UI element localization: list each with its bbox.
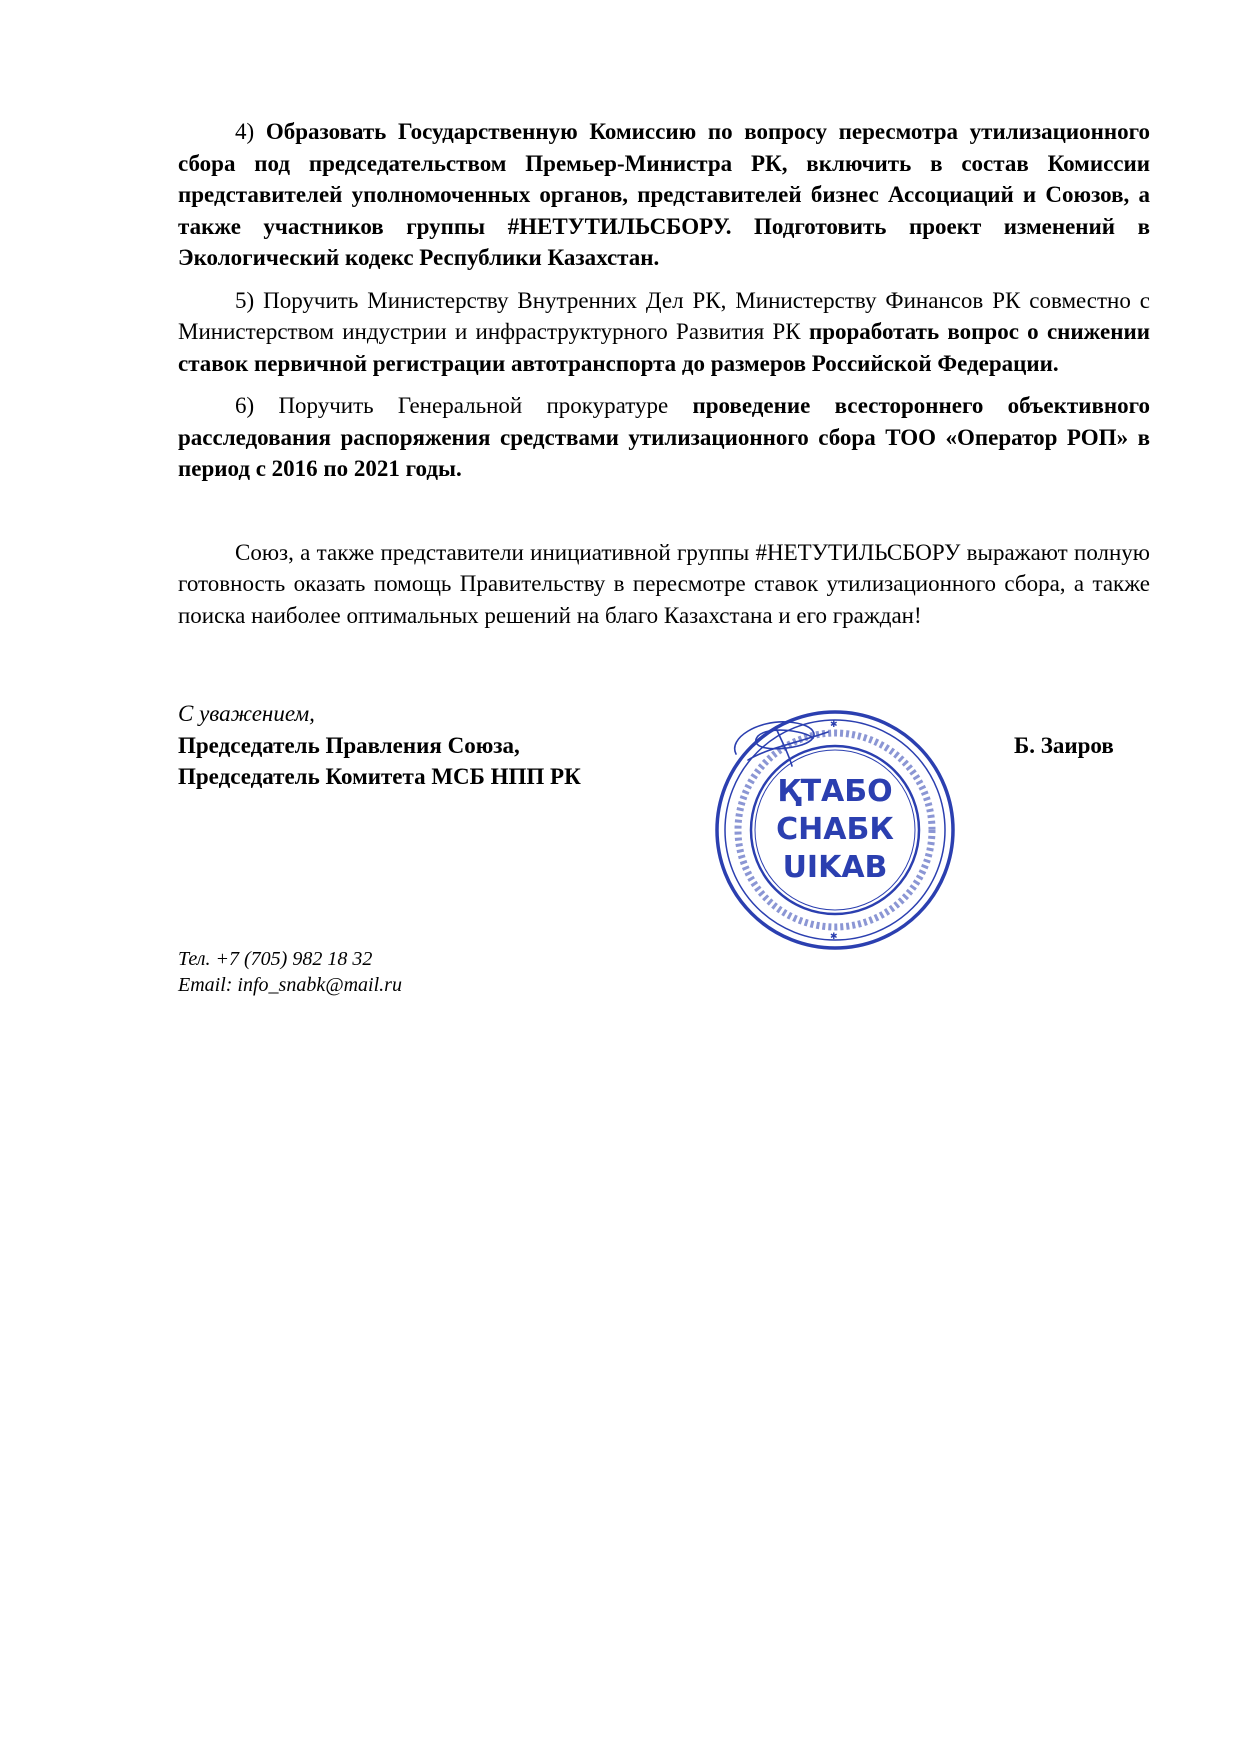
- greeting: С уважением,: [178, 701, 315, 726]
- stamp-line-1: ҚТАБО: [777, 774, 893, 809]
- signer-position-2: Председатель Комитета МСБ НПП РК: [178, 764, 581, 789]
- signer-position-1: Председатель Правления Союза,: [178, 732, 520, 758]
- signer-name: Б. Заиров: [1014, 733, 1114, 758]
- contact-email: Email: info_snabk@mail.ru: [178, 974, 402, 996]
- item-number: 5): [235, 287, 255, 313]
- stamp-line-2: СНАБК: [776, 812, 894, 847]
- contact-phone: Тел. +7 (705) 982 18 32: [178, 948, 373, 970]
- item-text: Поручить Генеральной прокуратуре: [278, 393, 669, 418]
- svg-text:✱: ✱: [830, 932, 838, 942]
- item-number: 6): [235, 393, 255, 418]
- item-4: [178, 116, 1150, 274]
- signature-graphic: [718, 708, 848, 778]
- closing-block: [178, 698, 581, 793]
- document-body: [178, 116, 1150, 642]
- contact-info: [178, 946, 402, 998]
- item-bold-text: проведение всестороннего объективного расследования распоряжения средствами утилизационного сбора ТОО «Оператор РОП» в период с 2016 по 2021 годы.: [178, 393, 1150, 481]
- item-6: [178, 390, 1150, 485]
- item-5: [178, 285, 1150, 380]
- item-bold-text: проработать вопрос о снижении ставок первичной регистрации автотранспорта до размеров Российской Федерации.: [178, 319, 1150, 376]
- item-text: Поручить Министерству Внутренних Дел РК, Министерству Финансов РК совместно с Министерством индустрии и инфраструктурного Развития РК: [178, 287, 1151, 344]
- item-bold-text: Образовать Государственную Комиссию по вопросу пересмотра утилизационного сбора под председательством Премьер-Министра РК, включить в состав Комиссии представителей уполномоченных органов, представителей бизнес Ассоциаций и Союзов, а также участников группы #НЕТУТИЛЬСБОРУ. Подготовить проект изменений в Экологический кодекс Республики Казахстан.: [178, 119, 1150, 270]
- svg-text:✱: ✱: [830, 720, 838, 730]
- item-number: 4): [235, 119, 255, 144]
- stamp-line-3: UIKAB: [782, 850, 888, 885]
- handwritten-signature: [718, 708, 848, 778]
- conclusion-paragraph: Союз, а также представители инициативной группы #НЕТУТИЛЬСБОРУ выражают полную готовность оказать помощь Правительству в пересмотре ставок утилизационного сбора, а также поиска наиболее оптимальных решений на благо Казахстана и его граждан!: [178, 539, 1150, 628]
